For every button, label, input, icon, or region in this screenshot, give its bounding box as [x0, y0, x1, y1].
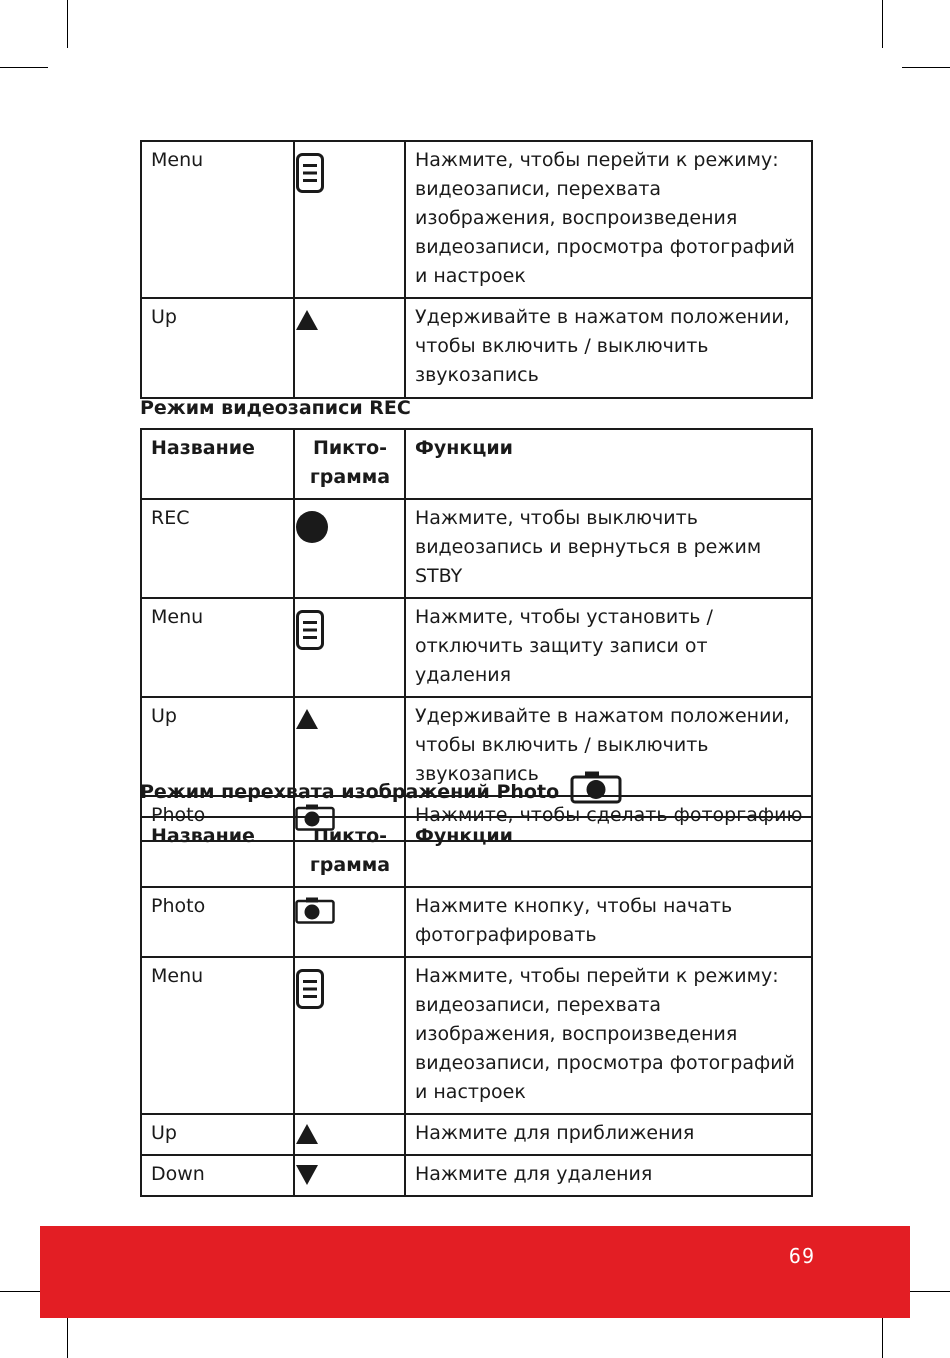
table-header-row	[141, 817, 812, 887]
button-name: Menu	[141, 957, 294, 1114]
photo-mode-table	[140, 816, 813, 1197]
column-header-pictogram: Пикто-грамма	[294, 817, 405, 887]
button-name: Menu	[141, 598, 294, 697]
button-name: Up	[141, 697, 294, 796]
button-name: Photo	[141, 887, 294, 957]
crop-mark	[882, 0, 883, 48]
menu-icon	[294, 598, 405, 697]
camera-icon	[294, 887, 405, 957]
table-row	[141, 887, 812, 957]
button-name: REC	[141, 499, 294, 598]
button-function: Нажмите, чтобы установить / отключить защиту записи от удаления	[405, 598, 812, 697]
button-name: Photo	[141, 796, 294, 841]
column-header-functions: Функции	[405, 429, 812, 499]
button-function: Удерживайте в нажатом положении, чтобы включить / выключить звукозапись	[405, 697, 812, 796]
menu-icon	[294, 141, 405, 298]
up-arrow-icon	[294, 298, 405, 398]
buttons-table-continued	[140, 140, 813, 399]
button-function: Нажмите для удаления	[405, 1155, 812, 1196]
table-row	[141, 141, 812, 298]
table-row	[141, 598, 812, 697]
table-row	[141, 499, 812, 598]
column-header-name: Название	[141, 817, 294, 887]
record-dot-icon	[294, 499, 405, 598]
camera-icon	[566, 781, 622, 803]
button-function: Нажмите, чтобы выключить видеозапись и вернуться в режим STBY	[405, 499, 812, 598]
up-arrow-icon	[294, 1114, 405, 1155]
table-row	[141, 1114, 812, 1155]
column-header-name: Название	[141, 429, 294, 499]
down-arrow-icon	[294, 1155, 405, 1196]
crop-mark	[0, 67, 48, 68]
button-function: Нажмите, чтобы сделать фоторгафию	[405, 796, 812, 841]
button-name: Up	[141, 298, 294, 398]
page-footer-bar	[40, 1226, 910, 1318]
column-header-functions: Функции	[405, 817, 812, 887]
button-function: Удерживайте в нажатом положении, чтобы включить / выключить звукозапись	[405, 298, 812, 398]
section-title-photo	[140, 770, 622, 805]
table-row	[141, 298, 812, 398]
table-row	[141, 957, 812, 1114]
column-header-pictogram: Пикто-грамма	[294, 429, 405, 499]
button-function: Нажмите для приближения	[405, 1114, 812, 1155]
section-title-photo-text: Режим перехвата изображений Photo	[140, 781, 560, 803]
button-function: Нажмите, чтобы перейти к режиму: видеозаписи, перехвата изображения, воспроизведения видеозаписи, просмотра фотографий и настроек	[405, 957, 812, 1114]
crop-mark	[902, 67, 950, 68]
page-number: 69	[788, 1244, 815, 1268]
crop-mark	[67, 0, 68, 48]
table-row	[141, 1155, 812, 1196]
table-header-row	[141, 429, 812, 499]
button-name: Down	[141, 1155, 294, 1196]
button-function: Нажмите, чтобы перейти к режиму: видеозаписи, перехвата изображения, воспроизведения видеозаписи, просмотра фотографий и настроек	[405, 141, 812, 298]
button-function: Нажмите кнопку, чтобы начать фотографировать	[405, 887, 812, 957]
button-name: Menu	[141, 141, 294, 298]
menu-icon	[294, 957, 405, 1114]
section-title-rec: Режим видеозаписи REC	[140, 397, 411, 419]
button-name: Up	[141, 1114, 294, 1155]
